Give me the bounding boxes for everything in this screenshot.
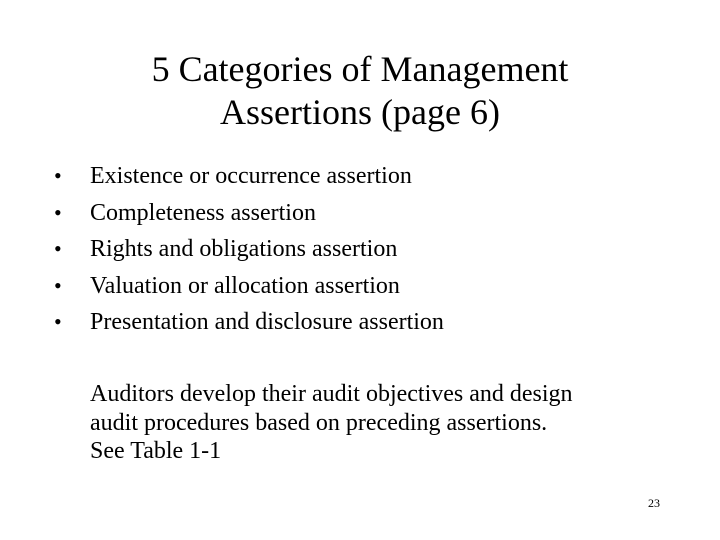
list-item-text: Rights and obligations assertion [90,236,398,262]
list-item [54,268,444,305]
list-item-text: Valuation or allocation assertion [90,272,400,299]
list-item [54,231,444,268]
bullet-icon: • [54,236,62,261]
slide-title [60,48,660,134]
page-number: 23 [648,496,660,510]
slide-title-line: 5 Categories of Management [151,49,569,89]
list-item-text: Completeness assertion [90,199,316,226]
note-line: audit procedures based on preceding assertions. [90,409,548,436]
list-item [54,195,444,232]
bullet-icon: • [54,272,62,298]
bullet-icon: • [54,199,62,225]
list-item-text: Presentation and disclosure assertion [90,309,444,335]
slide-note [90,380,690,466]
note-line: Auditors develop their audit objectives and design [90,381,573,407]
list-item [54,158,444,195]
bullet-icon: • [54,309,62,334]
list-item [54,304,444,341]
assertion-bullet-list [54,158,444,341]
slide-title-line: Assertions (page 6) [220,92,500,133]
list-item-text: Existence or occurrence assertion [90,163,412,189]
note-line: See Table 1-1 [90,438,222,464]
bullet-icon: • [54,163,62,188]
